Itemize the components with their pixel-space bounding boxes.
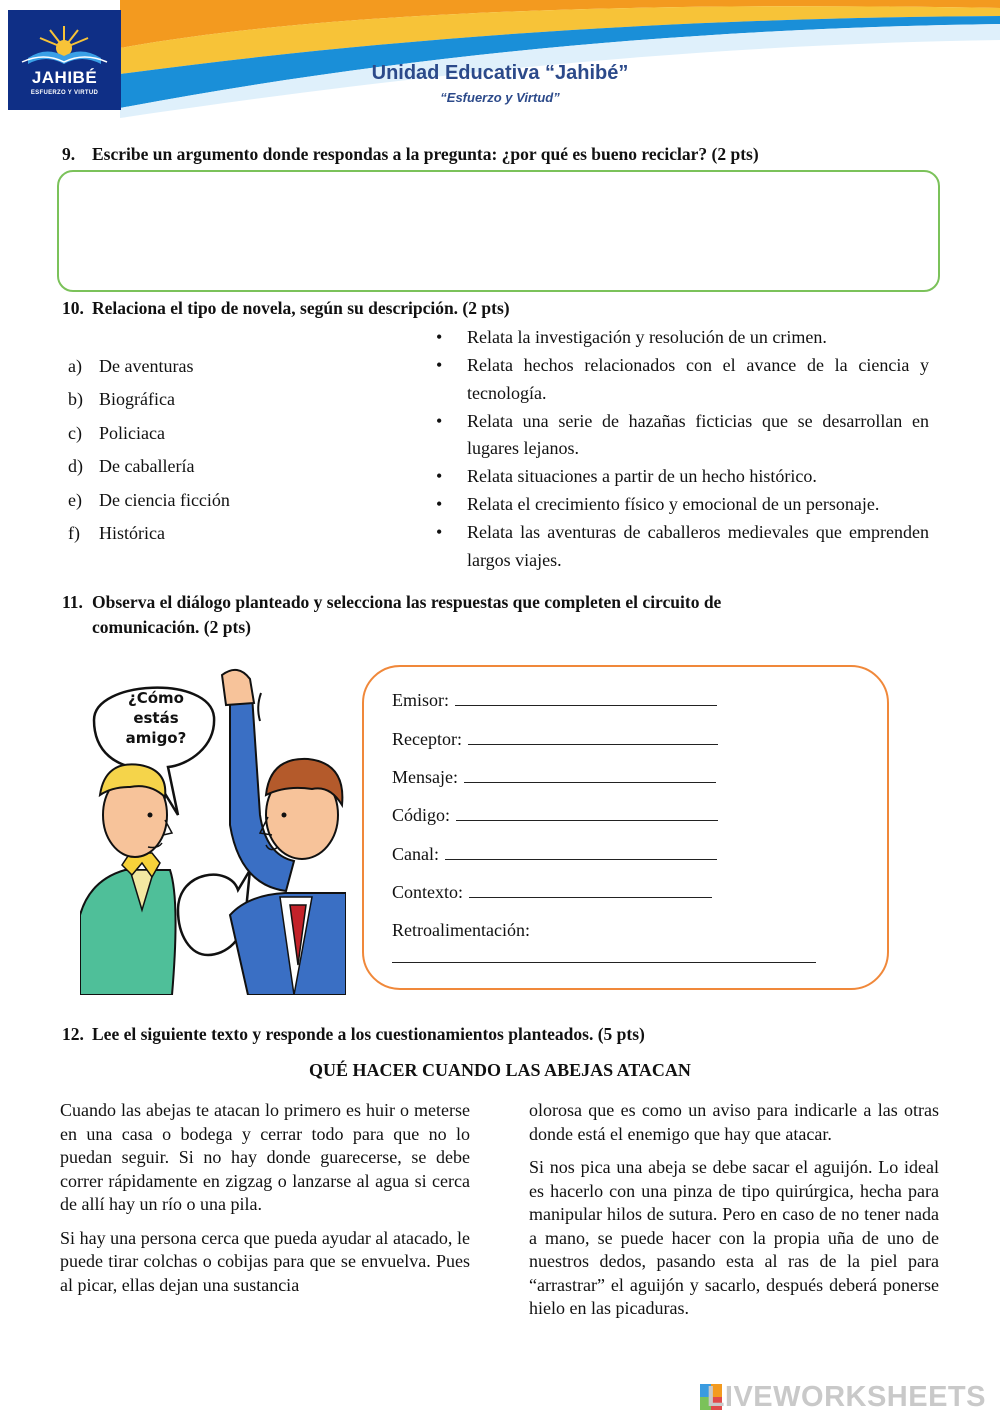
option-letter: a) bbox=[68, 356, 82, 376]
novel-option[interactable] bbox=[68, 350, 388, 383]
codigo-label: Código: bbox=[392, 805, 451, 825]
logo-name: JAHIBÉ bbox=[31, 68, 98, 87]
question-11-line1: Observa el diálogo planteado y selecciona las respuestas que completen el circuito de bbox=[92, 592, 722, 612]
question-12-text: Lee el siguiente texto y responde a los cuestionamientos planteados. (5 pts) bbox=[92, 1024, 645, 1044]
option-letter: f) bbox=[68, 522, 80, 543]
emisor-label: Emisor: bbox=[392, 690, 449, 710]
retroalimentacion-label: Retroalimentación: bbox=[392, 920, 530, 940]
novel-option[interactable] bbox=[68, 517, 388, 550]
mensaje-label: Mensaje: bbox=[392, 767, 458, 787]
novel-description[interactable]: • Relata hechos relacionados con el avance de la ciencia y tecnología. bbox=[432, 352, 929, 407]
question-11-number: 11. bbox=[62, 592, 83, 612]
canal-blank[interactable] bbox=[445, 842, 717, 860]
receptor-blank[interactable] bbox=[468, 727, 718, 745]
reading-left-column bbox=[60, 1099, 470, 1307]
school-logo bbox=[8, 10, 121, 110]
logo-motto: ESFUERZO Y VIRTUD bbox=[30, 90, 99, 96]
novel-option[interactable] bbox=[68, 450, 388, 483]
reading-title: QUÉ HACER CUANDO LAS ABEJAS ATACAN bbox=[309, 1060, 691, 1080]
novel-description[interactable]: • Relata la investigación y resolución de un crimen. bbox=[432, 324, 929, 352]
question-10-text: Relaciona el tipo de novela, según su descripción. (2 pts) bbox=[92, 298, 510, 318]
novel-description[interactable]: • Relata el crecimiento físico y emocional de un personaje. bbox=[432, 491, 929, 519]
dialogue-illustration bbox=[80, 665, 346, 995]
codigo-field[interactable] bbox=[392, 803, 718, 827]
question-10-number: 10. bbox=[62, 298, 84, 318]
novel-option[interactable] bbox=[68, 383, 388, 416]
retroalimentacion-blank[interactable] bbox=[392, 962, 816, 963]
option-label: Histórica bbox=[99, 522, 165, 543]
question-11-line2: comunicación. (2 pts) bbox=[92, 617, 251, 637]
option-letter: d) bbox=[68, 456, 83, 477]
contexto-blank[interactable] bbox=[469, 880, 712, 898]
question-9-answer-box[interactable] bbox=[57, 170, 940, 292]
contexto-field[interactable] bbox=[392, 880, 712, 904]
option-label: De aventuras bbox=[99, 356, 194, 376]
question-12-number: 12. bbox=[62, 1024, 84, 1044]
novel-description[interactable]: • Relata situaciones a partir de un hecho histórico. bbox=[432, 463, 929, 491]
contexto-label: Contexto: bbox=[392, 882, 463, 902]
reading-paragraph: Si hay una persona cerca que pueda ayudar al atacado, le puede tirar colchas o cobijas para que se envuelva. Pues al picar, ellas dejan una sustancia bbox=[60, 1227, 470, 1295]
question-9 bbox=[62, 142, 962, 167]
canal-field[interactable] bbox=[392, 842, 717, 866]
question-11 bbox=[62, 590, 962, 640]
option-label: Policiaca bbox=[99, 422, 165, 443]
question-12 bbox=[62, 1022, 962, 1047]
option-label: De caballería bbox=[99, 456, 195, 477]
mensaje-blank[interactable] bbox=[464, 765, 716, 783]
option-letter: c) bbox=[68, 422, 82, 443]
question-9-text: Escribe un argumento donde respondas a la pregunta: ¿por qué es bueno reciclar? (2 pts) bbox=[92, 144, 759, 164]
bubble-line: estás bbox=[133, 709, 179, 727]
option-letter: b) bbox=[68, 389, 83, 410]
option-label: Biográfica bbox=[99, 389, 175, 410]
liveworksheets-footer bbox=[0, 1380, 1000, 1413]
emisor-blank[interactable] bbox=[455, 688, 717, 706]
receptor-label: Receptor: bbox=[392, 729, 462, 749]
novel-option[interactable] bbox=[68, 417, 388, 450]
bubble-line: ¿Cómo bbox=[128, 689, 184, 707]
canal-label: Canal: bbox=[392, 844, 439, 864]
liveworksheets-logo: LIVEWORKSHEETS bbox=[706, 1381, 986, 1413]
page-header bbox=[0, 0, 1000, 118]
option-letter: e) bbox=[68, 489, 82, 510]
question-10 bbox=[62, 296, 962, 321]
codigo-blank[interactable] bbox=[456, 803, 718, 821]
bubble-line: amigo? bbox=[125, 729, 187, 747]
mensaje-field[interactable] bbox=[392, 765, 716, 789]
novel-description-list bbox=[432, 324, 929, 575]
reading-paragraph: olorosa que es como un aviso para indicarle a las otras donde está el enemigo que hay que atacar. bbox=[529, 1100, 939, 1144]
reading-paragraph: Si nos pica una abeja se debe sacar el aguijón. Lo ideal es hacerlo con una pinza de tipo quirúrgica, hecha para manipular hilos de sutura. Pero en caso de no tener nada a mano, se puede hacer con la propia uña de uno de nuestros dedos, pasando esta al ras de la piel para “arrastrar” el aguijón y sacarlo, después deberá ponerse hielo en las picaduras. bbox=[529, 1157, 939, 1318]
novel-type-list bbox=[68, 350, 388, 550]
novel-description[interactable]: • Relata las aventuras de caballeros medievales que emprenden largos viajes. bbox=[432, 519, 929, 574]
two-men-talking-illustration bbox=[80, 665, 346, 995]
school-motto: “Esfuerzo y Virtud” bbox=[440, 90, 560, 105]
reading-paragraph: Cuando las abejas te atacan lo primero es huir o meterse en una casa o bodega y cerrar todo para que no lo puedan seguir. Si no hay donde guarecerse, se debe correr rápidamente en zigzag o lanzarse al agua si cerca de allí hay un río o una pila. bbox=[60, 1100, 470, 1214]
emisor-field[interactable] bbox=[392, 688, 717, 712]
retroalimentacion-field[interactable] bbox=[392, 918, 530, 942]
novel-option[interactable] bbox=[68, 484, 388, 517]
book-sunrise-icon bbox=[8, 10, 121, 70]
question-9-number: 9. bbox=[62, 144, 76, 164]
reading-right-column bbox=[529, 1099, 939, 1331]
school-name: Unidad Educativa “Jahibé” bbox=[371, 62, 629, 84]
receptor-field[interactable] bbox=[392, 727, 718, 751]
option-label: De ciencia ficción bbox=[99, 489, 230, 510]
novel-description[interactable]: • Relata una serie de hazañas ficticias que se desarrollan en lugares lejanos. bbox=[432, 408, 929, 463]
